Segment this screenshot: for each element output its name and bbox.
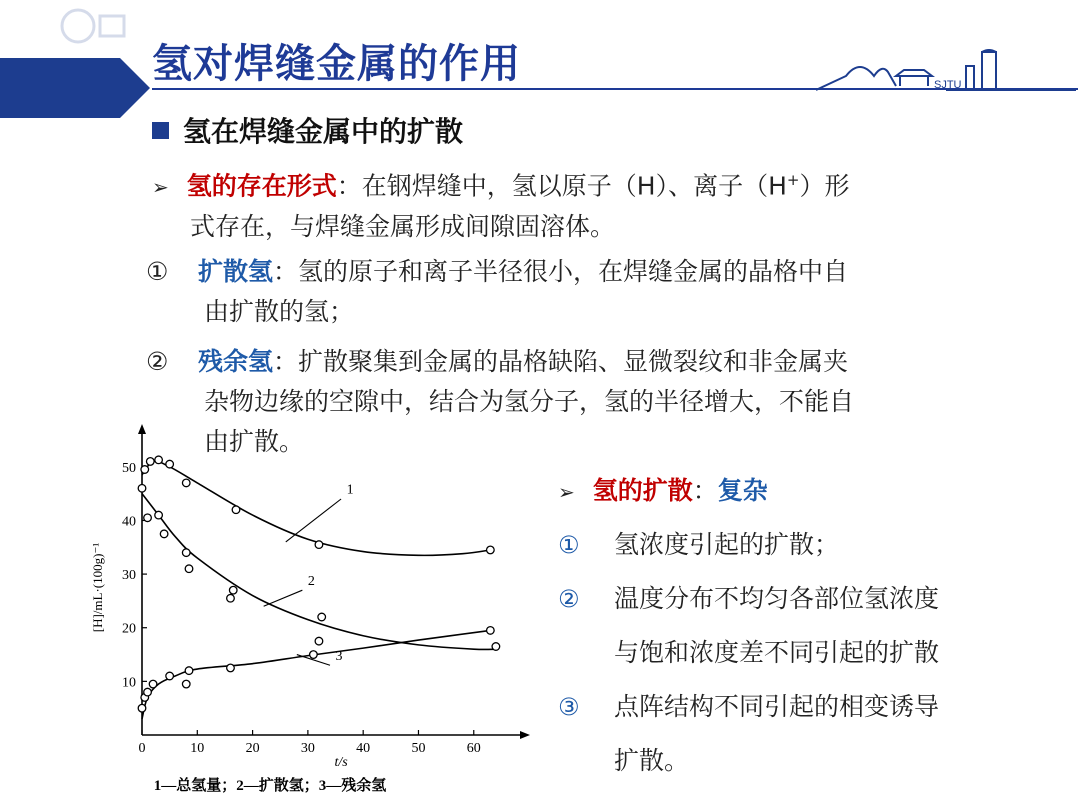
num-2: ② — [146, 347, 169, 376]
x-axis-label: t/s — [334, 755, 348, 770]
data-point-1 — [155, 456, 163, 464]
section-heading — [152, 110, 463, 150]
data-point-3 — [138, 704, 146, 712]
diffusion-heading-value: 复杂 — [717, 476, 768, 505]
item-number: ③ — [558, 693, 580, 721]
series-leader-2 — [264, 590, 303, 606]
campus-gate-icon — [816, 46, 1076, 94]
data-point-1 — [166, 460, 174, 468]
square-bullet-icon — [152, 122, 169, 139]
data-point-1 — [146, 458, 154, 466]
list-item — [558, 734, 939, 788]
data-point-2 — [318, 613, 326, 621]
para1-text: ：在钢焊缝中，氢以原子（H）、离子（H — [336, 171, 787, 201]
x-tick-label: 10 — [190, 741, 205, 756]
item-text: 与饱和浓度差不同引起的扩散 — [614, 638, 940, 667]
y-axis-arrow-icon — [138, 424, 146, 434]
data-point-3 — [182, 680, 190, 688]
list-item — [558, 626, 939, 680]
data-point-1 — [315, 541, 323, 549]
page-title: 氢对焊缝金属的作用 — [152, 41, 521, 87]
data-point-3 — [149, 680, 157, 688]
diffusion-list — [558, 464, 939, 788]
data-point-3 — [310, 651, 318, 659]
diffusion-heading-label: 氢的扩散 — [592, 476, 693, 505]
data-point-2 — [229, 586, 237, 594]
list-item — [558, 680, 939, 734]
data-point-3 — [144, 688, 152, 696]
num-1: ① — [146, 257, 169, 286]
para2-line2: 由扩散的氢； — [204, 297, 355, 326]
data-point-2 — [160, 530, 168, 538]
data-point-2 — [315, 637, 323, 645]
diffusion-heading — [558, 464, 939, 518]
data-point-2 — [492, 643, 500, 651]
item-text: 氢浓度引起的扩散； — [614, 530, 840, 559]
para1-label: 氢的存在形式 — [186, 171, 337, 201]
para3-text: ：扩散聚集到金属的晶格缺陷、显微裂纹和非金属夹 — [273, 347, 849, 376]
hydrogen-diffusion-chart — [80, 420, 540, 800]
item-number: ② — [558, 585, 580, 613]
para-hydrogen-forms — [152, 160, 849, 247]
series-label-2: 2 — [307, 573, 315, 589]
para-diffusible-hydrogen — [146, 252, 848, 332]
data-point-2 — [227, 594, 235, 602]
diffusion-heading-sep: ： — [692, 476, 718, 505]
chart-caption: 1—总氢量；2—扩散氢；3—残余氢 — [153, 778, 387, 794]
data-point-2 — [144, 514, 152, 522]
list-item — [558, 572, 939, 626]
y-tick-label: 40 — [122, 514, 136, 530]
item-text: 温度分布不均匀各部位氢浓度 — [614, 584, 940, 613]
y-tick-label: 20 — [122, 621, 136, 637]
title-accent-tab — [0, 58, 150, 118]
data-point-1 — [182, 479, 190, 487]
data-point-3 — [166, 672, 174, 680]
section-heading-text: 氢在焊缝金属中的扩散 — [183, 115, 464, 148]
x-tick-label: 40 — [356, 741, 371, 756]
para1-text-end: ）形 — [799, 171, 850, 201]
item-text: 扩散。 — [614, 746, 690, 775]
y-axis-label: [H]/mL·(100g)⁻¹ — [90, 542, 105, 633]
x-tick-label: 20 — [245, 741, 260, 756]
x-tick-label: 60 — [466, 741, 481, 756]
svg-text:SJTU: SJTU — [934, 79, 962, 91]
item-text: 点阵结构不同引起的相变诱导 — [614, 692, 940, 721]
data-point-1 — [487, 546, 495, 554]
x-tick-label: 50 — [411, 741, 426, 756]
data-point-1 — [141, 466, 149, 474]
x-axis-arrow-icon — [520, 731, 530, 739]
x-tick-label: 30 — [300, 741, 315, 756]
series-leader-1 — [286, 499, 341, 542]
para1-sup: + — [786, 171, 800, 189]
item-number: ① — [558, 531, 580, 559]
x-tick-label: 0 — [138, 741, 146, 756]
para2-text: ：氢的原子和离子半径很小，在焊缝金属的晶格中自 — [273, 257, 849, 286]
list-item — [558, 518, 939, 572]
series-label-3: 3 — [335, 648, 343, 664]
para3-label: 残余氢 — [198, 347, 274, 376]
data-point-2 — [185, 565, 193, 573]
arrow-bullet-icon: ➢ — [152, 175, 169, 200]
arrow-bullet-icon: ➢ — [558, 480, 575, 504]
para2-label: 扩散氢 — [198, 257, 274, 286]
data-point-2 — [138, 484, 146, 492]
faded-logo-icon — [58, 6, 128, 46]
y-tick-label: 10 — [122, 675, 136, 691]
para3-line3: 由扩散。 — [204, 427, 305, 456]
series-line-2 — [142, 494, 496, 650]
para3-line2: 杂物边缘的空隙中，结合为氢分子，氢的半径增大，不能自 — [204, 387, 855, 416]
para1-line2: 式存在，与焊缝金属形成间隙固溶体。 — [190, 212, 616, 242]
data-point-2 — [155, 511, 163, 519]
data-point-3 — [487, 627, 495, 635]
y-tick-label: 30 — [122, 568, 136, 584]
data-point-3 — [227, 664, 235, 672]
data-point-2 — [182, 549, 190, 557]
y-tick-label: 50 — [122, 460, 136, 476]
data-point-1 — [232, 506, 240, 514]
data-point-3 — [185, 667, 193, 675]
series-label-1: 1 — [346, 482, 354, 498]
